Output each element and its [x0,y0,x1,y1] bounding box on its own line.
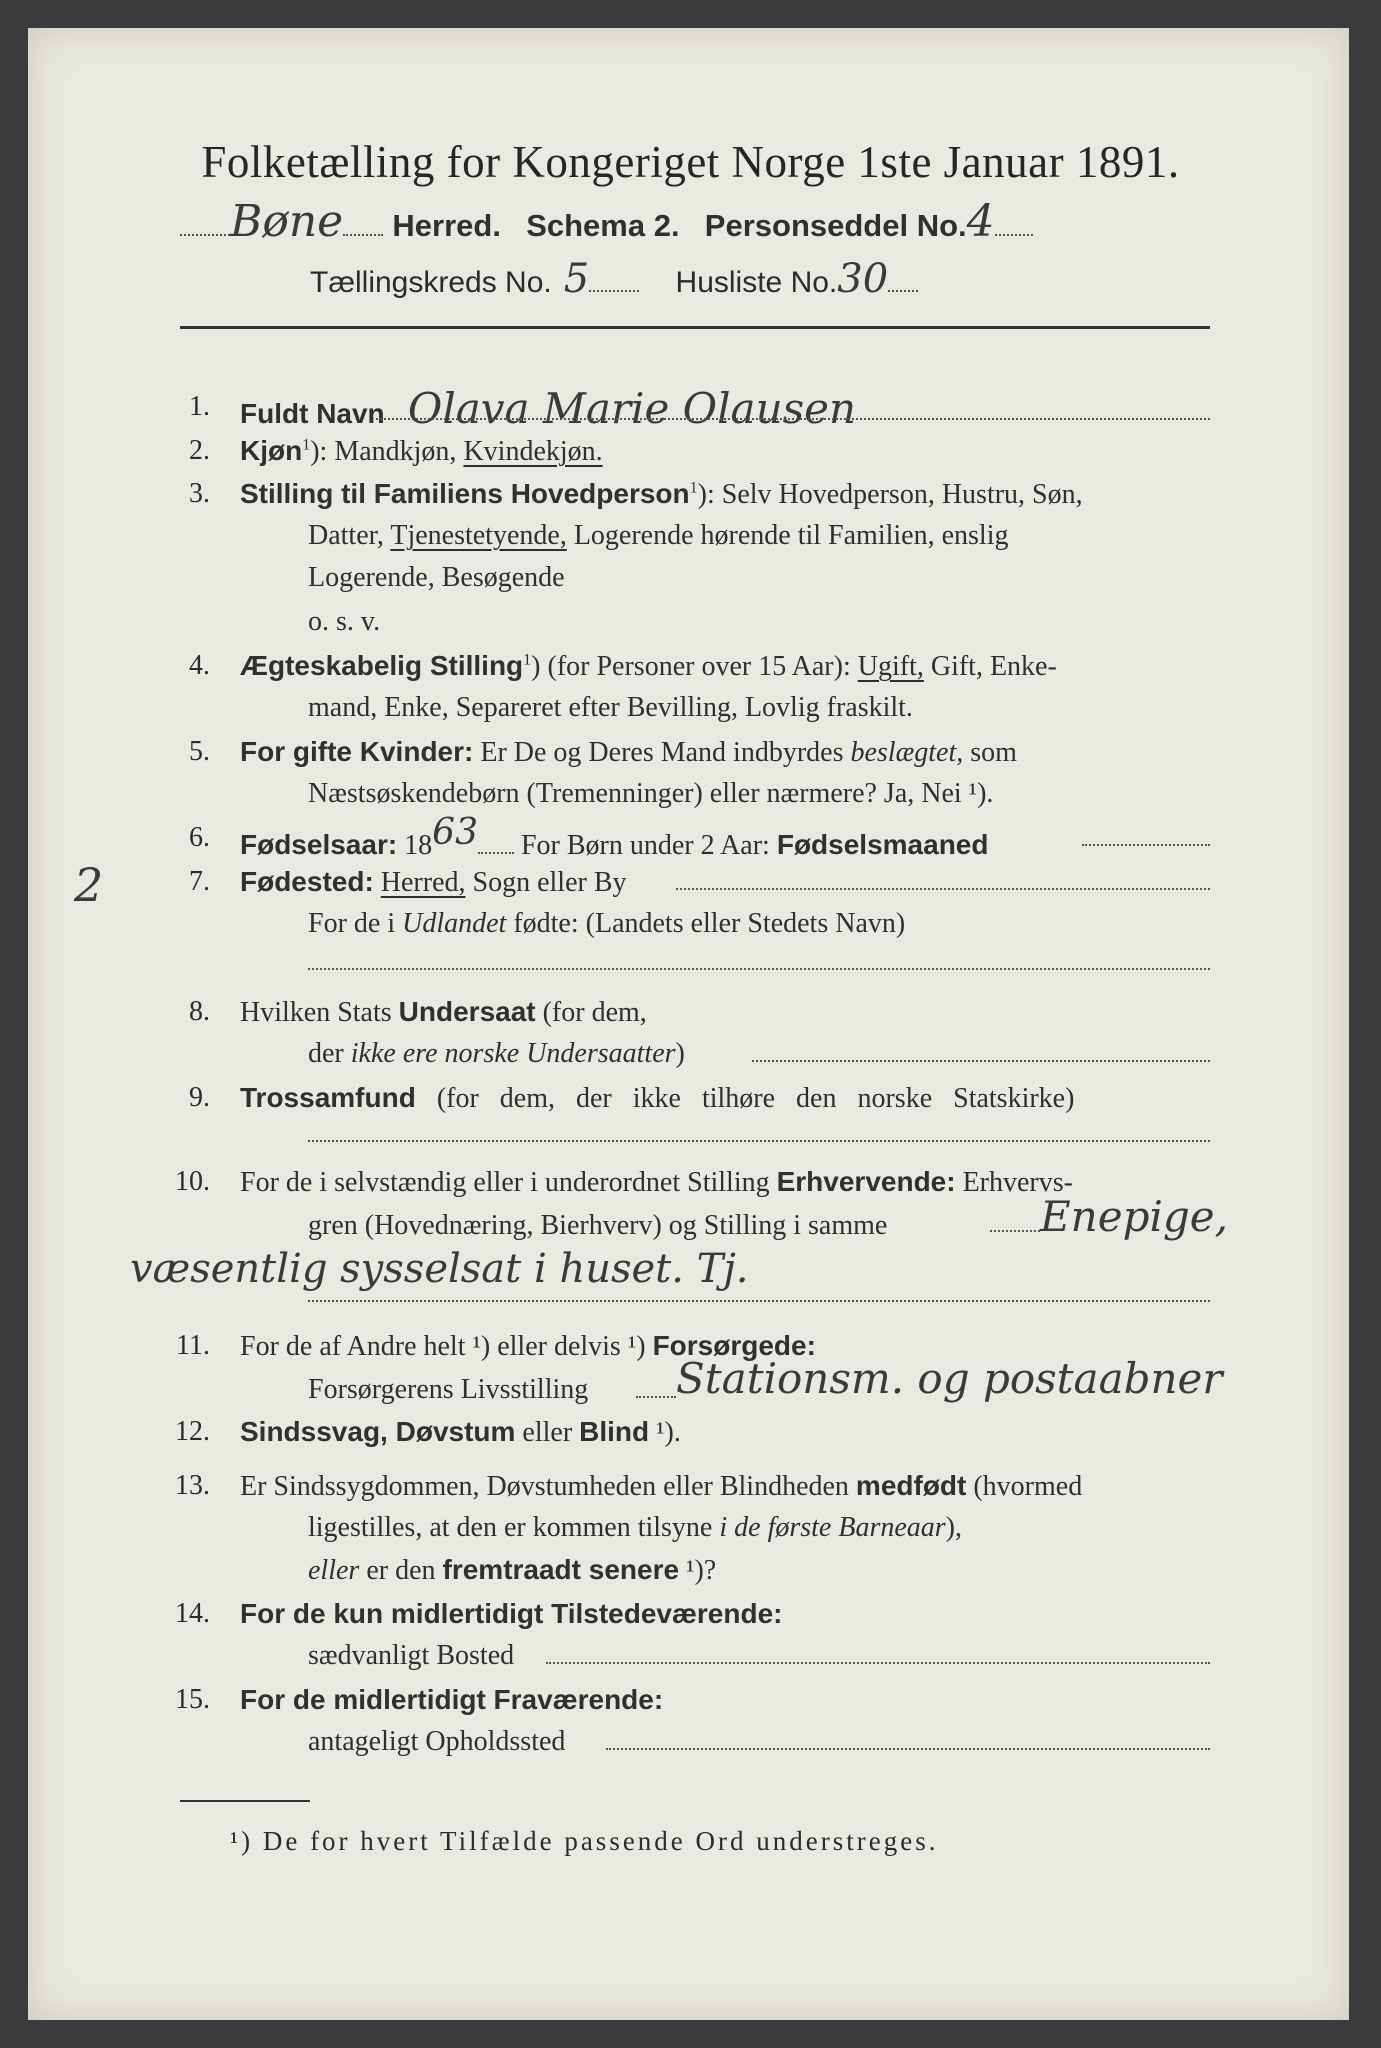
gender-label: Kjøn [240,435,303,466]
item-citizenship [240,996,647,1029]
herred-row [180,196,1033,247]
family-position-line4: o. s. v. [308,606,381,637]
item-number: 3. [189,478,210,509]
item-number: 12. [175,1416,210,1447]
dependents-line2: Forsørgerens Livsstilling [308,1374,589,1405]
full-name-line [376,418,1210,420]
congenital-label: medfødt [855,1470,967,1501]
temporary-absent-label: For de midlertidigt Fraværende: [240,1684,664,1715]
item-temporary-present [240,1598,782,1631]
item-disability [240,1416,681,1449]
question-text: ikke ere norske Undersaatter [350,1038,676,1069]
option-text: ) (for Personer over 15 Aar): [531,651,858,682]
question-text: For de i selvstændig eller i underordnet Stilling [240,1167,777,1198]
citizenship-line [752,1060,1210,1062]
item-number: 7. [189,866,210,897]
option-text: Logerende hørende til Familien, enslig [566,520,1009,551]
question-text: For de af Andre helt ¹) eller delvis ¹) [240,1331,653,1362]
temporary-present-line2: sædvanligt Bosted [308,1640,515,1671]
presumed-residence-line [606,1748,1210,1750]
question-text: (hvormed [966,1471,1083,1502]
disability-label: Sindssvag, Døvstum [240,1416,516,1447]
footnote: ¹) De for hvert Tilfælde passende Ord understreges. [230,1826,939,1856]
item-married-women [240,736,1017,769]
kreds-value: 5 [563,256,590,302]
kreds-row [310,256,918,302]
item-marital-status: Ægteskabelig Stilling$^1$) (for Personer over 15 Aar): Ugift, Gift, Enke- [240,650,1057,682]
husliste-value: 30 [837,256,889,302]
occupation-line [990,1230,1040,1232]
item-number: 15. [175,1684,210,1715]
temporary-absent-line2: antageligt Opholdssted [308,1726,566,1757]
item-number: 6. [189,822,210,853]
birthplace-label: Fødested: [240,866,374,897]
occupation-line-2 [308,1300,1210,1302]
usual-residence-line [546,1662,1210,1664]
question-text: eller [308,1555,360,1586]
family-position-label: Stilling til Familiens Hovedperson [240,478,690,509]
question-text: ¹). [649,1417,681,1448]
item-family-position: Stilling til Familiens Hovedperson$^1$): Selv Hovedperson, Hustru, Søn, [240,478,1083,510]
question-text: Hvilken Stats [240,997,399,1028]
occupation-line2: gren (Hovednæring, Bierhverv) og Stilling i samme [308,1210,888,1241]
kreds-label: Tællingskreds No. [310,266,552,299]
temporary-present-label: For de kun midlertidigt Tilstedeværende: [240,1598,783,1629]
congenital-line2 [308,1512,962,1544]
item-occupation [240,1166,1073,1199]
item-temporary-absent [240,1684,663,1717]
husliste-label: Husliste No. [675,266,838,299]
option-text: Gift, Enke- [923,651,1057,682]
birth-month-line [1082,844,1210,846]
birth-month-label: Fødselsmaaned [776,829,989,860]
header-divider [180,326,1210,329]
citizenship-line2 [308,1038,685,1070]
footnote-mark: 1 [302,436,311,454]
birth-year-value: 63 [432,812,478,853]
family-position-selected: Tjenestetyende, [390,520,567,551]
question-text: fødte: (Landets eller Stedets Navn) [506,908,906,939]
religion-line [308,1140,1210,1142]
question-text: For de i [308,908,403,939]
question-text: ) [675,1038,685,1069]
item-religion [240,1082,1074,1115]
birth-year-prefix: 18 [397,830,433,861]
religion-label: Trossamfund [240,1082,416,1113]
form-title: Folketælling for Kongeriget Norge 1ste Januar 1891. [201,137,1180,187]
footnote-divider [180,1800,310,1802]
item-birthplace [240,866,627,899]
acquired-label: fremtraadt senere [442,1554,680,1585]
question-text: eller [515,1417,580,1448]
schema-label: Schema 2. [526,208,680,243]
item-number: 10. [175,1166,210,1197]
question-text: Er Sindssygdommen, Døvstumheden eller Blindheden [240,1471,856,1502]
item-number: 14. [175,1598,210,1629]
congenital-line3 [308,1554,716,1587]
question-text: i de første Barneaar [719,1512,946,1543]
item-birth-year [240,812,989,863]
question-text: Er De og Deres Mand indbyrdes [473,737,851,768]
question-text: ¹)? [679,1555,717,1586]
full-name-value: Olava Marie Olausen [407,384,857,433]
birthplace-line [676,888,1210,890]
item-gender [240,435,603,468]
item-number: 13. [175,1470,210,1501]
full-name-label: Fuldt Navn [240,398,385,429]
family-position-line2 [308,520,1008,552]
birth-year-label: Fødselsaar: [240,829,398,860]
question-text: (for dem, der ikke tilhøre den norske Statskirke) [415,1083,1075,1114]
birthplace-line2 [308,908,905,940]
gender-selected: Kvindekjøn. [463,436,603,467]
birthplace-selected: Herred, [380,867,466,898]
question-text: ), [945,1512,962,1543]
item-number: 2. [189,435,210,466]
question-text: Udlandet [402,908,507,939]
item-number: 11. [176,1330,210,1361]
personseddel-label: Personseddel No. [704,208,967,243]
question-text: Erhvervs- [955,1167,1073,1198]
provider-line [636,1396,676,1398]
occupation-value-2: væsentlig sysselsat i huset. Tj. [130,1246,749,1292]
item-number: 5. [189,736,210,767]
family-position-line3: Logerende, Besøgende [308,562,565,593]
item-number: 9. [189,1082,210,1113]
marital-status-label: Ægteskabelig Stilling [240,650,524,681]
item-number: 1. [189,391,210,422]
marital-status-line2: mand, Enke, Separeret efter Bevilling, Lovlig fraskilt. [308,692,913,723]
marital-status-selected: Ugift, [857,651,924,682]
margin-note: 2 [74,858,104,912]
married-women-line2: Næstsøskendebørn (Tremenninger) eller nærmere? Ja, Nei ¹). [308,778,994,809]
question-text: er den [359,1555,443,1586]
occupation-label: Erhvervende: [776,1166,956,1197]
item-full-name [240,384,856,433]
occupation-value-1: Enepige, [1040,1192,1228,1241]
question-text: ligestilles, at den er kommen tilsyne [308,1512,720,1543]
dependents-label: Forsørgede: [652,1330,816,1361]
question-text: beslægtet, [850,737,964,768]
herred-value: Bøne [230,196,344,247]
question-text: der [308,1038,351,1069]
option-text: Datter, [308,520,391,551]
blind-label: Blind [579,1416,650,1447]
herred-label: Herred. [392,208,501,243]
question-text: som [963,737,1017,768]
item-congenital [240,1470,1082,1503]
item-number: 4. [189,650,210,681]
foreign-birthplace-line [308,968,1210,970]
question-text: (for dem, [535,997,647,1028]
question-text: For Børn under 2 Aar: [513,830,777,861]
item-number: 8. [189,996,210,1027]
personseddel-value: 4 [966,196,995,247]
married-women-label: For gifte Kvinder: [240,736,474,767]
gender-options: ): Mandkjøn, [310,436,464,467]
provider-occupation-value: Stationsm. og postaabner [676,1354,1223,1403]
family-position-options: ): Selv Hovedperson, Hustru, Søn, [697,479,1083,510]
citizenship-label: Undersaat [398,996,536,1027]
option-text: Sogn eller By [465,867,627,898]
